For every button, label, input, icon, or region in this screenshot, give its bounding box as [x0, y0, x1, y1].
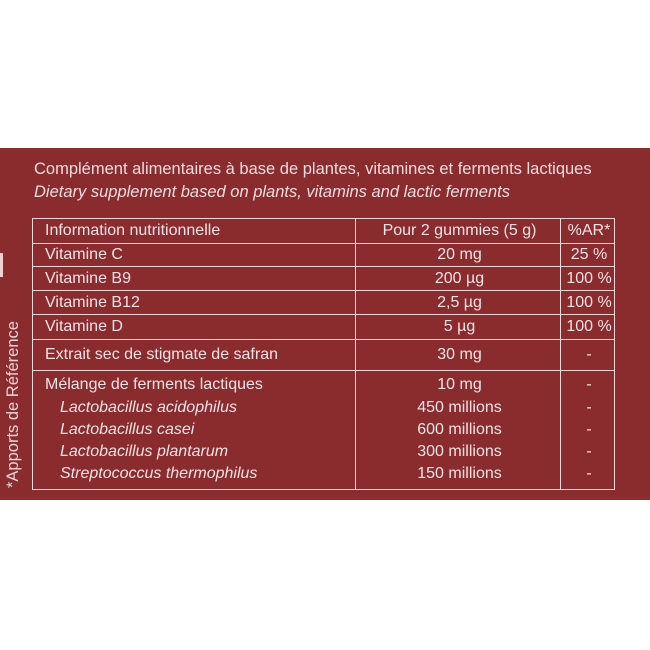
strain-label-plantarum: Lactobacillus plantarum	[60, 443, 229, 460]
row-divider	[33, 290, 614, 291]
column-divider	[355, 219, 356, 489]
strain-amount-plantarum: 300 millions	[417, 443, 502, 460]
description-en: Dietary supplement based on plants, vitamins and lactic ferments	[34, 183, 510, 201]
row-label-vitamin-d: Vitamine D	[45, 318, 123, 335]
row-amount-vitamin-d: 5 µg	[443, 318, 476, 335]
strain-label-acidophilus: Lactobacillus acidophilus	[60, 399, 237, 416]
header-per-serving: Pour 2 gummies (5 g)	[382, 222, 537, 239]
row-amount-lactic-ferments: 10 mg	[437, 376, 482, 393]
row-label-lactic-ferments: Mélange de ferments lactiques	[45, 376, 263, 393]
row-label-vitamin-b9: Vitamine B9	[45, 270, 131, 287]
row-label-vitamin-b12: Vitamine B12	[45, 294, 140, 311]
row-label-saffron-extract: Extrait sec de stigmate de safran	[45, 346, 278, 363]
row-divider	[33, 266, 614, 267]
row-divider	[33, 370, 614, 371]
strain-label-casei: Lactobacillus casei	[60, 421, 195, 438]
row-divider	[33, 339, 614, 340]
strain-ar-plantarum: -	[586, 443, 592, 460]
row-ar-saffron-extract: -	[586, 346, 592, 363]
nutrition-table	[32, 218, 615, 490]
header-reference-intake: %AR*	[567, 222, 611, 239]
strain-ar-thermophilus: -	[586, 465, 592, 482]
product-description	[34, 158, 592, 204]
strain-amount-acidophilus: 450 millions	[417, 399, 502, 416]
strain-label-thermophilus: Streptococcus thermophilus	[60, 465, 258, 482]
edge-mark	[0, 253, 3, 277]
row-amount-vitamin-b9: 200 µg	[434, 270, 485, 287]
row-amount-vitamin-b12: 2,5 µg	[437, 294, 482, 311]
row-ar-vitamin-b9: 100 %	[566, 270, 612, 287]
strain-amount-casei: 600 millions	[417, 421, 502, 438]
row-ar-lactic-ferments: -	[586, 376, 592, 393]
description-fr: Complément alimentaires à base de plantes, vitamines et ferments lactiques	[34, 160, 592, 178]
row-ar-vitamin-d: 100 %	[566, 318, 612, 335]
reference-footnote: *Apports de Référence	[4, 321, 22, 488]
row-divider	[33, 243, 614, 244]
header-nutrition-label: Information nutritionnelle	[45, 222, 221, 239]
row-amount-saffron-extract: 30 mg	[437, 346, 482, 363]
strain-ar-acidophilus: -	[586, 399, 592, 416]
row-amount-vitamin-c: 20 mg	[437, 246, 482, 263]
strain-ar-casei: -	[586, 421, 592, 438]
strain-amount-thermophilus: 150 millions	[417, 465, 502, 482]
row-label-vitamin-c: Vitamine C	[45, 246, 123, 263]
row-ar-vitamin-b12: 100 %	[566, 294, 612, 311]
row-ar-vitamin-c: 25 %	[570, 246, 608, 263]
row-divider	[33, 314, 614, 315]
label-panel	[0, 148, 650, 500]
